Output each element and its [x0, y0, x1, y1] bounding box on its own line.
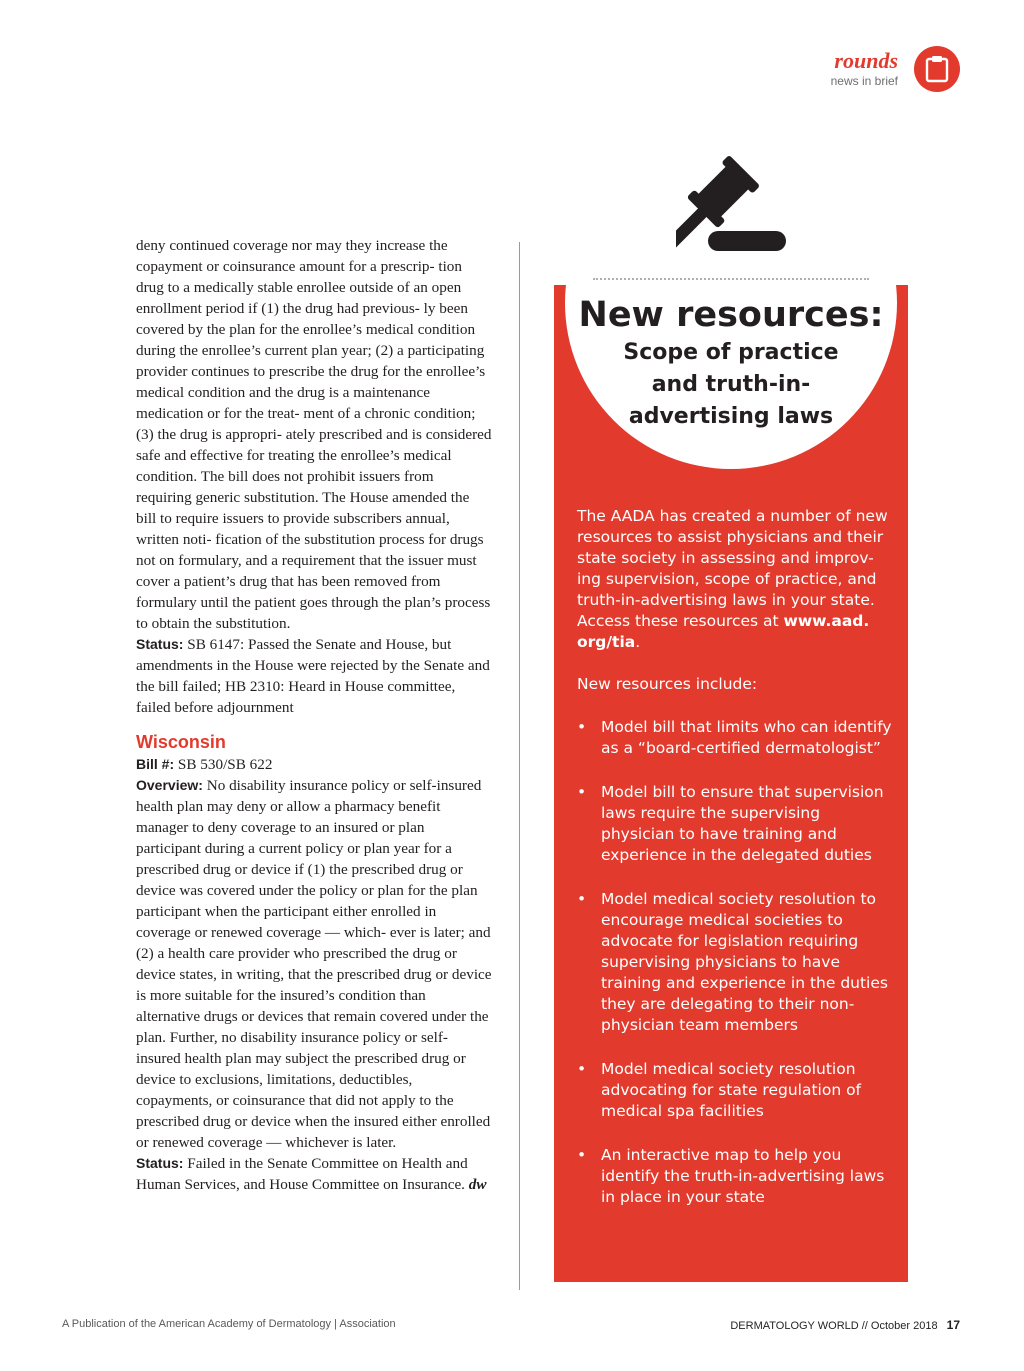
intro-period: .	[635, 633, 641, 651]
gavel-icon	[676, 155, 788, 260]
wisconsin-status-paragraph	[136, 1153, 492, 1195]
list-heading: New resources include:	[577, 675, 758, 693]
list-item: • Model bill that limits who can identify as a “board-certified dermatologist”	[577, 717, 893, 759]
status-text: Failed in the Senate Committee on Health and Human Services, and House Committee on Insurance.	[136, 1155, 468, 1193]
status-text: SB 6147: Passed the Senate and House, but amendments in the House were rejected by the Senate and the bill failed; HB 2310: Heard in House committee, failed before adjournment	[136, 636, 490, 716]
bill-label: Bill #:	[136, 756, 175, 772]
resources-sidebar	[554, 285, 908, 1282]
section-subtitle: news in brief	[830, 74, 898, 88]
clipboard-icon	[914, 46, 960, 92]
page-number: 17	[946, 1318, 960, 1332]
magazine-issue: DERMATOLOGY WORLD // October 2018	[730, 1320, 938, 1332]
state-heading-wisconsin: Wisconsin	[136, 732, 226, 752]
status-label: Status:	[136, 636, 184, 652]
status-paragraph	[136, 634, 492, 718]
author-signature: dw	[468, 1176, 487, 1193]
body-paragraph: deny continued coverage nor may they increase the copayment or coinsurance amount for a prescrip- tion drug to a medically stable enrollee outside of an open enrollment period if (1) the drug had previous- ly been covered by the plan for the enrollee’s medical condition during the enrollee’s current plan year; (2) a participating provider continues to prescribe the drug for the enrollee’s medical condition and the drug is a maintenance medication or for the treat- ment of a chronic condition; (3) the drug is appropri- ately prescribed and is considered safe and effective for treating the enrollee’s medical condition. The bill does not prohibit issuers from requiring generic substitution. The House amended the bill to require issuers to provide subscribers annual, written noti- fication of the substitution process for drugs not on formulary, and a requirement that the issuer must cover a patient’s drug that has been removed from formulary until the patient goes through the plan’s process to obtain the substitution.	[136, 237, 492, 632]
sidebar-intro	[577, 506, 893, 653]
resources-list	[577, 717, 893, 1208]
overview-paragraph	[136, 775, 492, 1153]
list-item: • Model medical society resolution to encourage medical societies to advocate for legislation requiring supervising physicians to have training and experience in the duties they are delegating to their non- physician team members	[577, 889, 893, 1036]
publication-credit: A Publication of the American Academy of Dermatology | Association	[62, 1318, 396, 1330]
list-item: • Model medical society resolution advocating for state regulation of medical spa facilities	[577, 1059, 893, 1122]
article-column	[136, 235, 492, 1195]
list-item: • Model bill to ensure that supervision laws require the supervising physician to have training and experience in the delegated duties	[577, 782, 893, 866]
sidebar-body	[577, 506, 893, 1208]
section-header	[760, 46, 960, 98]
list-item: • An interactive map to help you identify the truth-in-advertising laws in place in your state	[577, 1145, 893, 1208]
dotted-divider	[593, 278, 869, 280]
overview-text: No disability insurance policy or self-insured health plan may deny or allow a pharmacy benefit manager to deny coverage to an insured or plan participant during a current policy or plan year for a prescribed drug or device if (1) the prescribed drug or device was covered under the policy or plan for the plan participant when the participant either enrolled in coverage or renewed coverage — which- ever is later; and (2) a health care provider who prescribed the drug or device states, in writing, that the prescribed drug or device is more suitable for the insured’s condition than alternative drugs or devices that remain covered under the plan. Further, no disability insurance policy or self-insured health plan may subject the prescribed drug or device to exclusions, limitations, deductibles, copayments, or coinsurance that did not apply to the prescribed drug or device when the insured either enrolled or renewed coverage — whichever is later.	[136, 777, 492, 1151]
sidebar-subtitle: Scope of practice and truth-in- advertising laws	[623, 340, 839, 429]
resources-link[interactable]: www.aad. org/tia	[577, 612, 870, 651]
overview-label: Overview:	[136, 777, 203, 793]
section-name: rounds	[834, 48, 898, 73]
intro-text: The AADA has created a number of new resources to assist physicians and their state society in assessing and improv- ing supervision, scope of practice, and truth-in-advertising laws in your state. Access these resources at	[577, 507, 888, 630]
column-divider	[519, 242, 520, 1290]
page-footer	[730, 1318, 960, 1332]
bill-text: SB 530/SB 622	[177, 756, 273, 773]
bill-number-line	[136, 754, 492, 775]
status-label: Status:	[136, 1155, 184, 1171]
sidebar-title: New resources:	[578, 295, 884, 335]
